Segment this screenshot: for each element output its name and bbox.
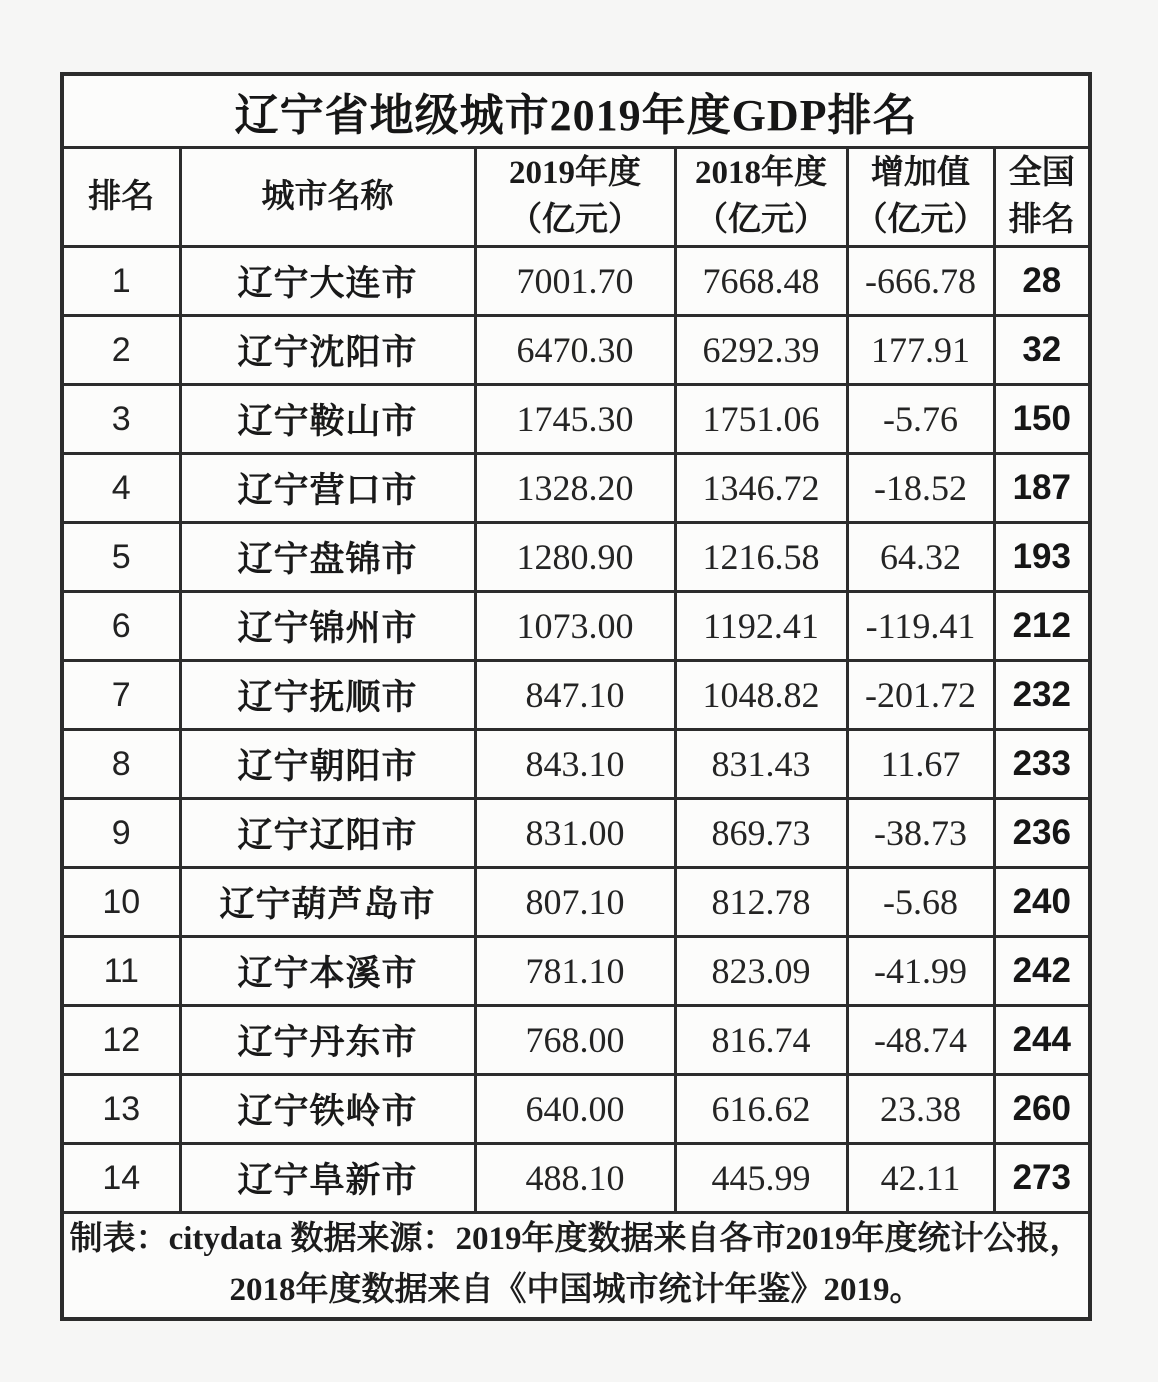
city-name-cell: 辽宁营口市 bbox=[180, 454, 475, 523]
rank-cell: 4 bbox=[62, 454, 180, 523]
change-cell: -5.68 bbox=[847, 868, 994, 937]
column-header-line: 排名 bbox=[1008, 202, 1075, 238]
gdp-2019-cell: 1280.90 bbox=[475, 523, 675, 592]
rank-cell: 5 bbox=[62, 523, 180, 592]
city-name-cell: 辽宁沈阳市 bbox=[180, 316, 475, 385]
change-cell: -5.76 bbox=[847, 385, 994, 454]
national-rank-cell: 150 bbox=[994, 385, 1090, 454]
column-header-line: 排名 bbox=[88, 178, 155, 215]
national-rank-cell: 232 bbox=[994, 661, 1090, 730]
rank-cell: 8 bbox=[62, 730, 180, 799]
column-header-line: 增加值 bbox=[871, 155, 970, 192]
footer-row bbox=[62, 1213, 1090, 1319]
table-row bbox=[62, 937, 1090, 1006]
gdp-2018-cell: 823.09 bbox=[675, 937, 847, 1006]
footnote-line-2: 2018年度数据来自《中国城市统计年鉴》2019。 bbox=[229, 1272, 923, 1309]
column-header-gdp-2019 bbox=[475, 148, 675, 247]
gdp-2018-cell: 816.74 bbox=[675, 1006, 847, 1075]
table-row bbox=[62, 316, 1090, 385]
national-rank-cell: 212 bbox=[994, 592, 1090, 661]
gdp-2019-cell: 781.10 bbox=[475, 937, 675, 1006]
rank-cell: 14 bbox=[62, 1144, 180, 1213]
change-cell: -38.73 bbox=[847, 799, 994, 868]
national-rank-cell: 187 bbox=[994, 454, 1090, 523]
change-cell: 177.91 bbox=[847, 316, 994, 385]
gdp-2018-cell: 445.99 bbox=[675, 1144, 847, 1213]
column-header-line: 2018年度 bbox=[695, 155, 827, 192]
national-rank-cell: 240 bbox=[994, 868, 1090, 937]
column-header-gdp-2018 bbox=[675, 148, 847, 247]
gdp-2019-cell: 640.00 bbox=[475, 1075, 675, 1144]
gdp-2018-cell: 831.43 bbox=[675, 730, 847, 799]
column-header-rank bbox=[62, 148, 180, 247]
table-row bbox=[62, 661, 1090, 730]
gdp-2019-cell: 7001.70 bbox=[475, 247, 675, 316]
gdp-2019-cell: 807.10 bbox=[475, 868, 675, 937]
change-cell: -48.74 bbox=[847, 1006, 994, 1075]
change-cell: -41.99 bbox=[847, 937, 994, 1006]
city-name-cell: 辽宁盘锦市 bbox=[180, 523, 475, 592]
change-cell: 42.11 bbox=[847, 1144, 994, 1213]
national-rank-cell: 260 bbox=[994, 1075, 1090, 1144]
gdp-2018-cell: 1216.58 bbox=[675, 523, 847, 592]
table-row bbox=[62, 1006, 1090, 1075]
gdp-2018-cell: 1048.82 bbox=[675, 661, 847, 730]
rank-cell: 12 bbox=[62, 1006, 180, 1075]
table-row bbox=[62, 1144, 1090, 1213]
city-name-cell: 辽宁鞍山市 bbox=[180, 385, 475, 454]
gdp-2019-cell: 6470.30 bbox=[475, 316, 675, 385]
table-row bbox=[62, 730, 1090, 799]
city-name-cell: 辽宁抚顺市 bbox=[180, 661, 475, 730]
national-rank-cell: 244 bbox=[994, 1006, 1090, 1075]
gdp-2019-cell: 1073.00 bbox=[475, 592, 675, 661]
gdp-2018-cell: 1751.06 bbox=[675, 385, 847, 454]
column-header-city bbox=[180, 148, 475, 247]
column-header-national-rank bbox=[994, 148, 1090, 247]
gdp-2019-cell: 488.10 bbox=[475, 1144, 675, 1213]
change-cell: 23.38 bbox=[847, 1075, 994, 1144]
change-cell: -666.78 bbox=[847, 247, 994, 316]
column-header-line: 城市名称 bbox=[261, 178, 394, 215]
gdp-2018-cell: 1192.41 bbox=[675, 592, 847, 661]
city-name-cell: 辽宁辽阳市 bbox=[180, 799, 475, 868]
city-name-cell: 辽宁阜新市 bbox=[180, 1144, 475, 1213]
column-header-line: （亿元） bbox=[854, 202, 987, 238]
national-rank-cell: 236 bbox=[994, 799, 1090, 868]
column-header-change bbox=[847, 148, 994, 247]
rank-cell: 9 bbox=[62, 799, 180, 868]
city-name-cell: 辽宁大连市 bbox=[180, 247, 475, 316]
rank-cell: 11 bbox=[62, 937, 180, 1006]
table-row bbox=[62, 523, 1090, 592]
change-cell: 11.67 bbox=[847, 730, 994, 799]
rank-cell: 10 bbox=[62, 868, 180, 937]
city-name-cell: 辽宁本溪市 bbox=[180, 937, 475, 1006]
gdp-2019-cell: 847.10 bbox=[475, 661, 675, 730]
national-rank-cell: 193 bbox=[994, 523, 1090, 592]
column-header-line: 全国 bbox=[1008, 155, 1075, 192]
national-rank-cell: 32 bbox=[994, 316, 1090, 385]
column-header-line: 2019年度 bbox=[509, 155, 641, 192]
table-row bbox=[62, 385, 1090, 454]
table-row bbox=[62, 454, 1090, 523]
table-body bbox=[62, 247, 1090, 1213]
city-name-cell: 辽宁锦州市 bbox=[180, 592, 475, 661]
gdp-2019-cell: 1328.20 bbox=[475, 454, 675, 523]
change-cell: 64.32 bbox=[847, 523, 994, 592]
table-footnote bbox=[62, 1213, 1090, 1319]
city-name-cell: 辽宁铁岭市 bbox=[180, 1075, 475, 1144]
table-row bbox=[62, 799, 1090, 868]
gdp-2019-cell: 1745.30 bbox=[475, 385, 675, 454]
table-row bbox=[62, 592, 1090, 661]
rank-cell: 2 bbox=[62, 316, 180, 385]
table-row bbox=[62, 247, 1090, 316]
footnote-line-1: 制表：citydata 数据来源：2019年度数据来自各市2019年度统计公报， bbox=[69, 1221, 1083, 1257]
city-name-cell: 辽宁葫芦岛市 bbox=[180, 868, 475, 937]
gdp-2018-cell: 6292.39 bbox=[675, 316, 847, 385]
rank-cell: 13 bbox=[62, 1075, 180, 1144]
rank-cell: 7 bbox=[62, 661, 180, 730]
gdp-2018-cell: 869.73 bbox=[675, 799, 847, 868]
gdp-2019-cell: 768.00 bbox=[475, 1006, 675, 1075]
national-rank-cell: 233 bbox=[994, 730, 1090, 799]
table-title: 辽宁省地级城市2019年度GDP排名 bbox=[62, 74, 1090, 148]
rank-cell: 1 bbox=[62, 247, 180, 316]
gdp-2019-cell: 843.10 bbox=[475, 730, 675, 799]
gdp-2018-cell: 812.78 bbox=[675, 868, 847, 937]
national-rank-cell: 28 bbox=[994, 247, 1090, 316]
rank-cell: 6 bbox=[62, 592, 180, 661]
header-row bbox=[62, 148, 1090, 247]
gdp-2018-cell: 1346.72 bbox=[675, 454, 847, 523]
city-name-cell: 辽宁朝阳市 bbox=[180, 730, 475, 799]
change-cell: -201.72 bbox=[847, 661, 994, 730]
gdp-2018-cell: 7668.48 bbox=[675, 247, 847, 316]
column-header-line: （亿元） bbox=[695, 202, 827, 238]
national-rank-cell: 242 bbox=[994, 937, 1090, 1006]
gdp-ranking-table bbox=[60, 72, 1092, 1321]
gdp-2019-cell: 831.00 bbox=[475, 799, 675, 868]
change-cell: -119.41 bbox=[847, 592, 994, 661]
title-row bbox=[62, 74, 1090, 148]
column-header-line: （亿元） bbox=[509, 202, 641, 238]
gdp-2018-cell: 616.62 bbox=[675, 1075, 847, 1144]
city-name-cell: 辽宁丹东市 bbox=[180, 1006, 475, 1075]
table-row bbox=[62, 1075, 1090, 1144]
rank-cell: 3 bbox=[62, 385, 180, 454]
table-row bbox=[62, 868, 1090, 937]
national-rank-cell: 273 bbox=[994, 1144, 1090, 1213]
change-cell: -18.52 bbox=[847, 454, 994, 523]
